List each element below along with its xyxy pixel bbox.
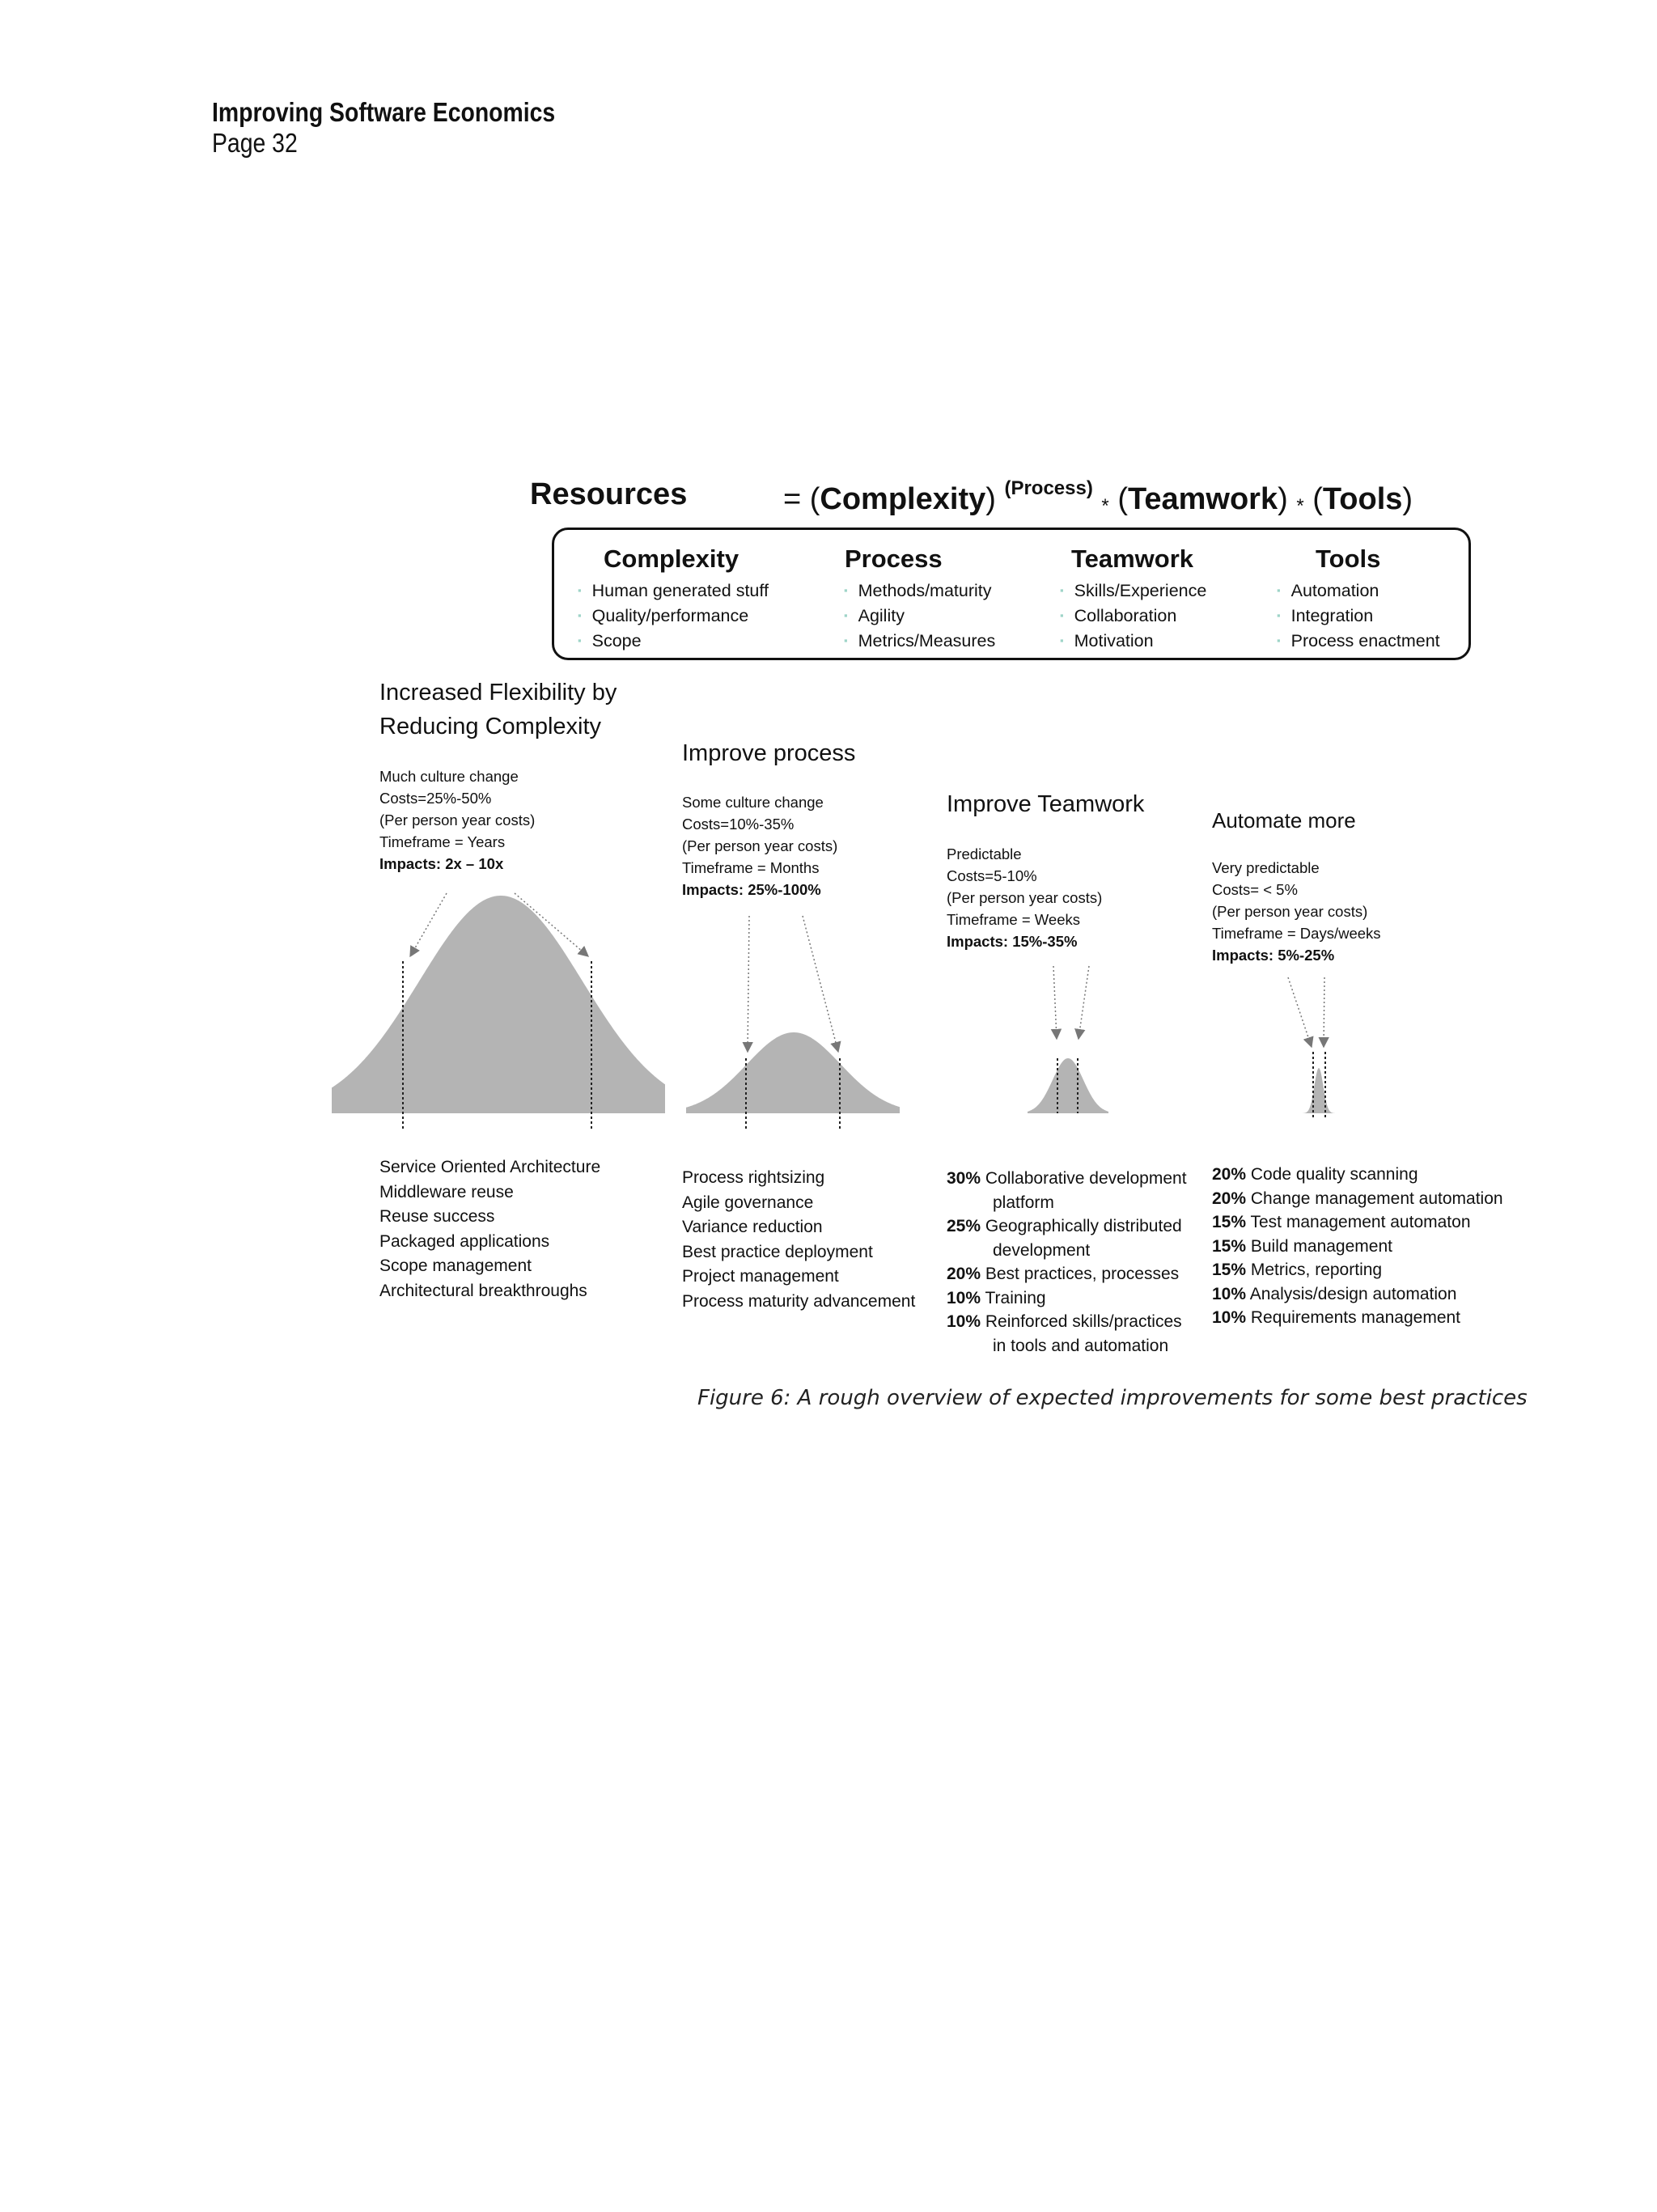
factor-heading-tools: Tools [1316,545,1381,573]
factor-heading-process: Process [845,545,943,573]
page-number: Page 32 [212,128,298,158]
figure-caption: Figure 6: A rough overview of expected improvements for some best practices [697,1386,1528,1410]
list-item: 10% Reinforced skills/practices in tools and automation [947,1312,1182,1355]
list-item: Variance reduction [682,1218,823,1236]
bell-curve-automation [1303,1068,1335,1113]
list-item: 10% Requirements management [1212,1308,1461,1327]
list-item: Process maturity advancement [682,1291,916,1311]
list-item: 10% Analysis/design automation [1212,1284,1457,1303]
list-item: 30% Collaborative development platform [947,1169,1187,1212]
narrowing-arrow [1079,966,1089,1039]
section-stats-complexity: Much culture change Costs=25%-50% (Per person year costs) Timeframe = Years Impacts: 2x – 10x [379,768,536,872]
list-item: Process rightsizing [682,1168,825,1187]
list-item: ▪ Integration [1277,604,1440,629]
practice-list-complexity [379,1155,600,1303]
list-item: ▪ Motivation [1060,629,1206,655]
practice-list-teamwork [947,1167,1187,1358]
list-item: 20% Change management automation [1212,1189,1503,1208]
section-stats-teamwork: Predictable Costs=5-10% (Per person year costs) Timeframe = Weeks Impacts: 15%-35% [947,845,1103,950]
list-item: Architectural breakthroughs [379,1281,587,1300]
narrowing-arrow [748,916,749,1052]
list-item: Service Oriented Architecture [379,1158,601,1176]
list-item: ▪ Metrics/Measures [844,629,995,655]
section-title-automation: Automate more [1212,808,1356,833]
list-item: Packaged applications [379,1231,550,1251]
list-item: Agile governance [682,1193,814,1212]
list-item: ▪ Automation [1277,579,1440,604]
equation-lhs: Resources [530,477,688,511]
narrowing-arrow [803,916,838,1052]
list-item: ▪ Human generated stuff [578,579,769,604]
narrowing-arrow [1288,977,1312,1047]
list-item: 15% Metrics, reporting [1212,1261,1383,1279]
list-item: ▪ Agility [844,604,995,629]
bell-curve-complexity [332,896,665,1113]
section-title-complexity: Increased Flexibility by Reducing Complexity [379,680,617,739]
list-item: Project management [682,1267,839,1286]
list-item: ▪ Methods/maturity [844,579,995,604]
list-item: Middleware reuse [379,1182,514,1201]
practice-list-process [682,1166,915,1314]
list-item: ▪ Process enactment [1277,629,1440,655]
section-title-teamwork: Improve Teamwork [947,791,1145,817]
list-item: 10% Training [947,1288,1046,1307]
factor-heading-complexity: Complexity [604,545,740,573]
section-stats-process: Some culture change Costs=10%-35% (Per person year costs) Timeframe = Months Impacts: 25%-100% [682,794,838,898]
list-item: 20% Code quality scanning [1212,1165,1418,1184]
list-item: ▪ Collaboration [1060,604,1206,629]
document-title: Improving Software Economics [212,97,556,127]
list-item: ▪ Skills/Experience [1060,579,1206,604]
list-item: Scope management [379,1256,532,1275]
list-item: 20% Best practices, processes [947,1265,1180,1283]
list-item: Reuse success [379,1207,495,1226]
equation-rhs: = (Complexity) $^{(Process)}$ * (Teamwork) * (Tools) [783,477,1413,517]
list-item: Best practice deployment [682,1242,873,1261]
list-item: 15% Test management automaton [1212,1213,1471,1231]
list-item: ▪ Scope [578,629,769,655]
bell-curve-process [686,1032,900,1113]
factor-heading-teamwork: Teamwork [1071,545,1194,573]
practice-list-automation [1212,1163,1503,1330]
narrowing-arrow [1053,966,1057,1039]
bell-curve-teamwork [1028,1058,1108,1113]
list-item: ▪ Quality/performance [578,604,769,629]
section-stats-automation: Very predictable Costs= < 5% (Per person year costs) Timeframe = Days/weeks Impacts: 5%-25% [1212,859,1381,964]
list-item: 15% Build management [1212,1236,1392,1256]
section-title-process: Improve process [682,740,856,766]
list-item: 25% Geographically distributed development [947,1217,1182,1260]
